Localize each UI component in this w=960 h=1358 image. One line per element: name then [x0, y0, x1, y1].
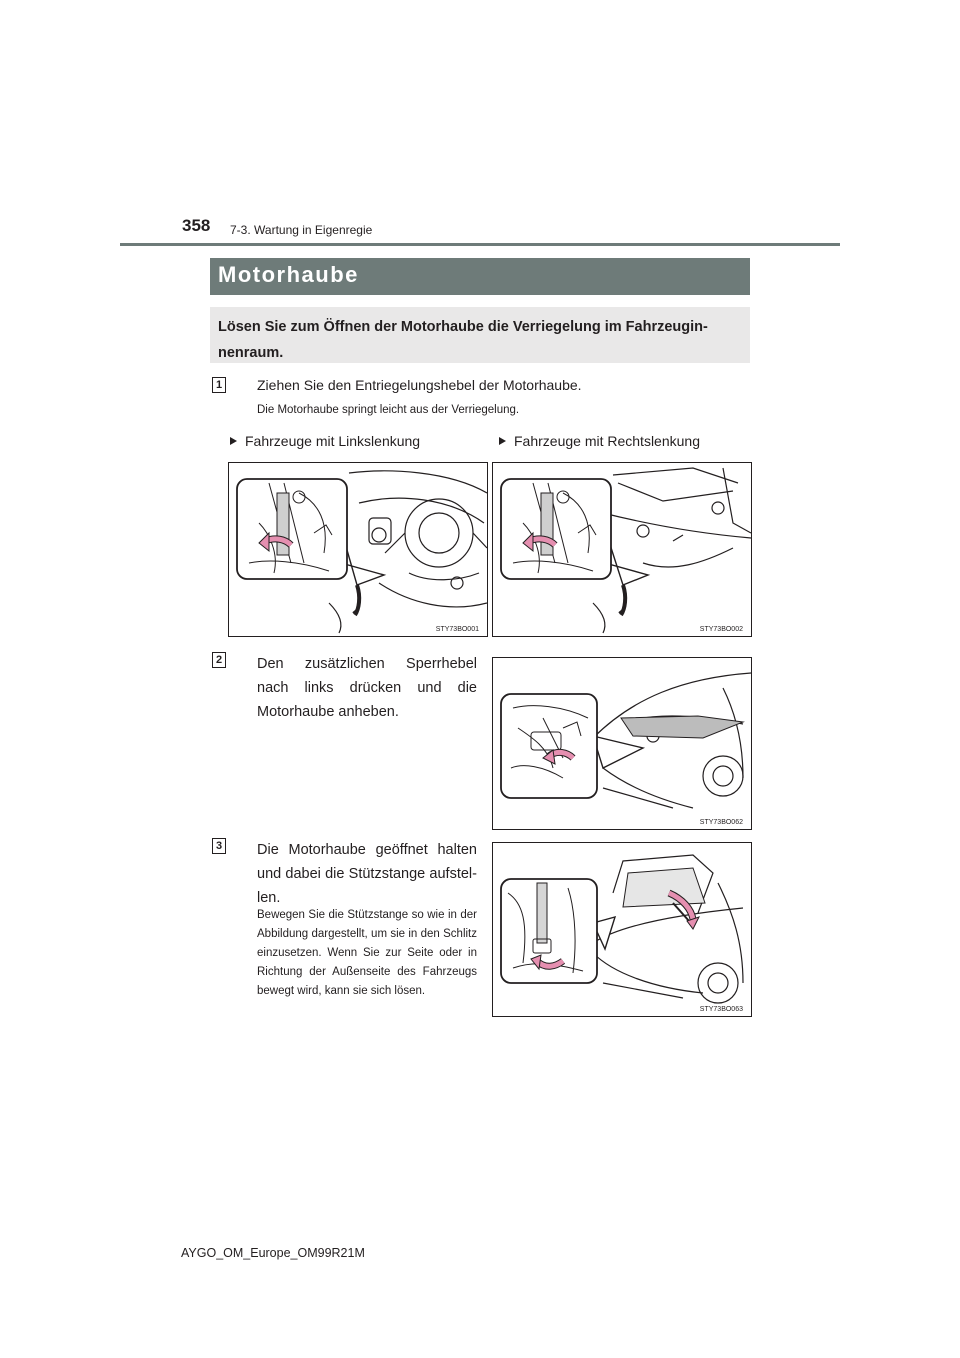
step-number-3: 3: [212, 838, 226, 854]
footer-document-id: AYGO_OM_Europe_OM99R21M: [181, 1246, 365, 1260]
figure-code: STY73BO002: [699, 626, 743, 633]
dashboard-rhd-illustration: [493, 463, 751, 636]
figure-support-rod: [492, 842, 752, 1017]
section-title: 7-3. Wartung in Eigenregie: [230, 223, 373, 237]
step-number-2: 2: [212, 652, 226, 668]
variant-right-label: Fahrzeuge mit Rechtslenkung: [514, 433, 700, 449]
figure-rhd: [492, 462, 752, 637]
variant-right: [499, 433, 700, 449]
figure-code: STY73BO001: [435, 626, 479, 633]
intro-text: Lösen Sie zum Öffnen der Motorhaube die Verriegelung im Fahrzeuginnenraum.: [218, 319, 708, 361]
hood-lock-illustration: [493, 658, 751, 829]
step-3-text: Die Motorhaube geöffnet halten und dabei die Stützstange aufstellen.: [257, 842, 477, 906]
dashboard-lhd-illustration: [229, 463, 487, 636]
figure-lhd: [228, 462, 488, 637]
figure-code: STY73BO062: [699, 819, 743, 826]
bullet-triangle-icon: [499, 437, 506, 445]
support-rod-illustration: [493, 843, 751, 1016]
variant-left-label: Fahrzeuge mit Linkslenkung: [245, 433, 421, 449]
step-3-note: Bewegen Sie die Stützstange so wie in der Abbildung dargestellt, um sie in den Schlitz einzusetzen. Wenn Sie zur Seite oder in Richtung der Außenseite des Fahrzeugs bewegt wird, kann sie sich lösen.: [257, 909, 477, 997]
step-number-1: 1: [212, 377, 226, 393]
page-title: Motorhaube: [218, 262, 359, 287]
figure-lock-lever: [492, 657, 752, 830]
bullet-triangle-icon: [230, 437, 237, 445]
step-2-text: Den zusätzlichen Sperrhebel nach links drücken und die Motorhaube anheben.: [257, 656, 477, 720]
variant-left: [230, 433, 420, 449]
step-1-note: Die Motorhaube springt leicht aus der Verriegelung.: [257, 404, 520, 416]
page-number: 358: [182, 216, 211, 235]
step-1-text: Ziehen Sie den Entriegelungshebel der Motorhaube.: [257, 377, 582, 393]
header-rule: [120, 243, 840, 246]
figure-code: STY73BO063: [699, 1006, 743, 1013]
